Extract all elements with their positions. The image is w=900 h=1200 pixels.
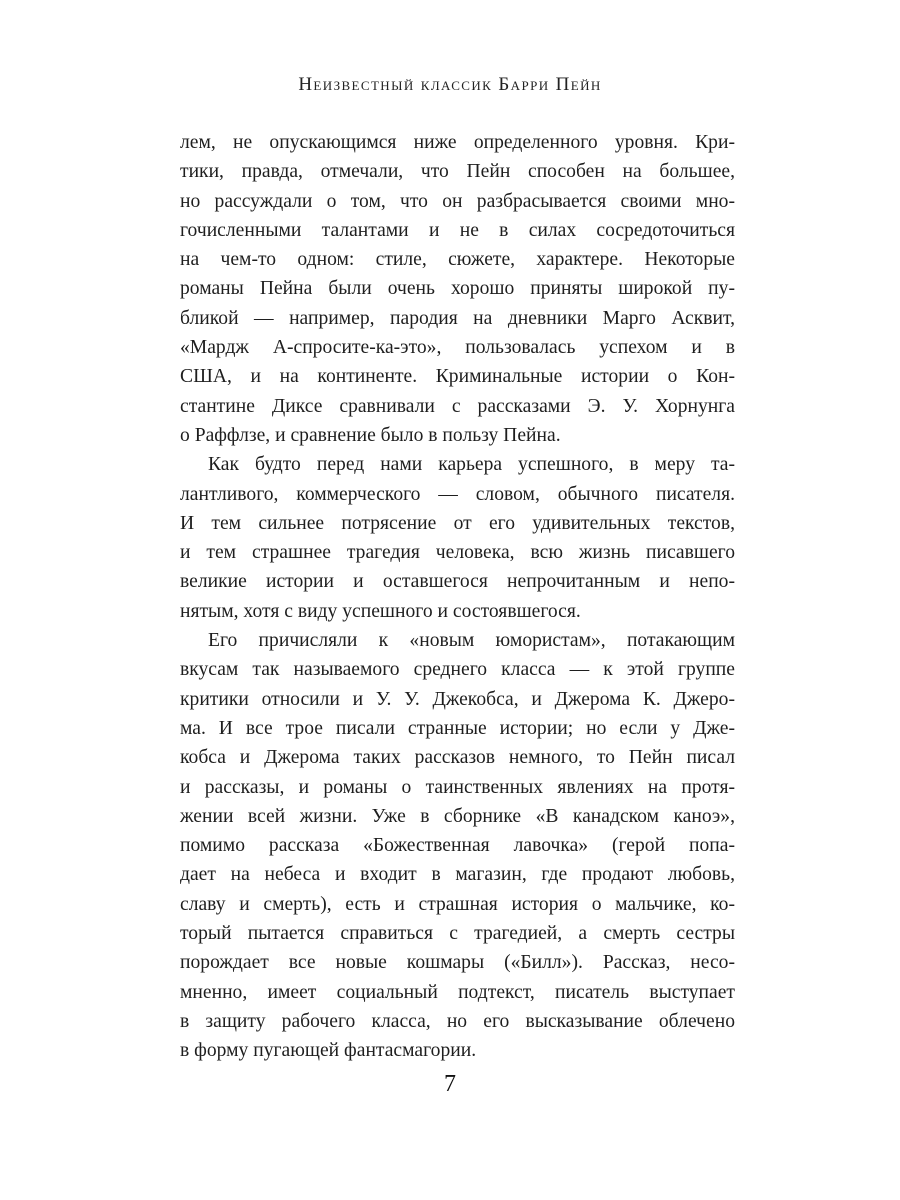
text-line: ма. И все трое писали странные истории; но если у Дже-	[180, 717, 735, 739]
text-line: кобса и Джерома таких рассказов немного, то Пейн писал	[180, 747, 735, 769]
text-line: славу и смерть), есть и страшная история о мальчике, ко-	[180, 893, 735, 915]
text-line: тики, правда, отмечали, что Пейн способен на большее,	[180, 161, 735, 183]
text-line: бликой — например, пародия на дневники Марго Асквит,	[180, 307, 735, 329]
text-line: лантливого, коммерческого — словом, обычного писателя.	[180, 483, 735, 505]
text-line: США, и на континенте. Криминальные истории о Кон-	[180, 366, 735, 388]
text-line: гочисленными талантами и не в силах сосредоточиться	[180, 219, 735, 241]
text-line: и рассказы, и романы о таинственных явлениях на протя-	[180, 776, 735, 798]
text-line: помимо рассказа «Божественная лавочка» (герой попа-	[180, 835, 735, 857]
text-line: и тем страшнее трагедия человека, всю жизнь писавшего	[180, 542, 735, 564]
text-line: на чем-то одном: стиле, сюжете, характере. Некоторые	[180, 249, 735, 271]
text-line: в защиту рабочего класса, но его высказывание облечено	[180, 1010, 735, 1032]
text-line: И тем сильнее потрясение от его удивительных текстов,	[180, 512, 735, 534]
body-text	[180, 128, 735, 1066]
text-line: лем, не опускающимся ниже определенного уровня. Кри-	[180, 132, 735, 153]
text-line: о Раффлзе, и сравнение было в пользу Пейна.	[180, 424, 561, 446]
text-line: мненно, имеет социальный подтекст, писатель выступает	[180, 981, 735, 1003]
text-line: порождает все новые кошмары («Билл»). Рассказ, несо-	[180, 952, 735, 974]
text-line: нятым, хотя с виду успешного и состоявшегося.	[180, 600, 581, 622]
text-line: стантине Диксе сравнивали с рассказами Э. У. Хорнунга	[180, 395, 735, 417]
text-line: «Мардж А-спросите-ка-это», пользовалась успехом и в	[180, 337, 735, 359]
text-line: дает на небеса и входит в магазин, где продают любовь,	[180, 864, 735, 886]
text-line: Как будто перед нами карьера успешного, в меру та-	[208, 454, 735, 476]
text-line: великие истории и оставшегося непрочитанным и непо-	[180, 571, 735, 593]
text-line: но рассуждали о том, что он разбрасывается своими мно-	[180, 190, 735, 212]
text-line: в форму пугающей фантасмагории.	[180, 1040, 477, 1062]
text-line: жении всей жизни. Уже в сборнике «В канадском каноэ»,	[180, 805, 735, 827]
text-line: торый пытается справиться с трагедией, а смерть сестры	[180, 923, 735, 945]
text-line: романы Пейна были очень хорошо приняты широкой пу-	[180, 278, 735, 300]
text-line: Его причисляли к «новым юмористам», потакающим	[208, 630, 735, 652]
page-number: 7	[444, 1071, 456, 1097]
text-line: вкусам так называемого среднего класса — к этой группе	[180, 659, 735, 681]
text-line: критики относили и У. У. Джекобса, и Джерома К. Джеро-	[180, 688, 735, 710]
running-head: Неизвестный классик Барри Пейн	[298, 74, 602, 95]
